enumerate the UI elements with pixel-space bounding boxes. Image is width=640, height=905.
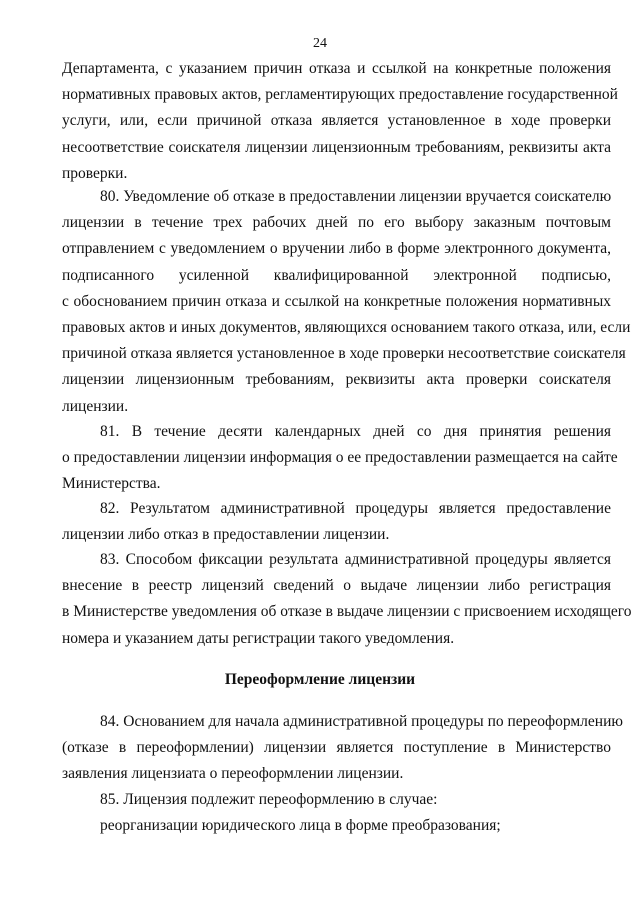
text-line: лицензии в течение трех рабочих дней по его выбору заказным почтовым	[62, 214, 611, 232]
text-line: лицензии.	[62, 397, 129, 415]
text-line: 82. Результатом административной процедуры является предоставление	[100, 500, 611, 517]
paragraph-84	[62, 709, 623, 788]
paragraph-continuation	[62, 56, 618, 187]
text-line: услуги, или, если причиной отказа является установленное в ходе проверки	[62, 112, 611, 130]
text-line: несоответствие соискателя лицензии лицензионным требованиям, реквизиты акта	[62, 138, 611, 156]
paragraph-83	[62, 547, 632, 652]
text-line: причиной отказа является установленное в ходе проверки несоответствие соискателя	[62, 345, 626, 363]
text-line: подписанного усиленной квалифицированной электронной подписью,	[62, 266, 611, 284]
text-line: проверки.	[62, 164, 128, 182]
text-line: реорганизации юридического лица в форме преобразования;	[100, 817, 501, 834]
text-line: (отказе в переоформлении) лицензии является поступление в Министерство	[62, 739, 611, 757]
text-line: внесение в реестр лицензий сведений о выдаче лицензии либо регистрация	[62, 577, 611, 595]
text-line: 81. В течение десяти календарных дней со дня принятия решения	[100, 423, 611, 440]
paragraph-80	[62, 184, 631, 420]
text-line: 85. Лицензия подлежит переоформлению в случае:	[100, 791, 438, 808]
text-line: 80. Уведомление об отказе в предоставлении лицензии вручается соискателю	[100, 188, 612, 205]
text-line: лицензии лицензионным требованиям, реквизиты акта проверки соискателя	[62, 371, 611, 389]
text-line: с обоснованием причин отказа и ссылкой на конкретные положения нормативных	[62, 292, 611, 310]
text-line: Департамента, с указанием причин отказа и ссылкой на конкретные положения	[62, 60, 611, 77]
paragraph-81	[62, 419, 618, 498]
text-line: заявления лицензиата о переоформлении лицензии.	[62, 765, 404, 783]
paragraph-85	[62, 787, 611, 813]
paragraph-82	[62, 496, 611, 548]
text-line: отправлением с уведомлением о вручении либо в форме электронного документа,	[62, 240, 611, 258]
text-line: нормативных правовых актов, регламентирующих предоставление государственной	[62, 86, 618, 104]
text-line: в Министерстве уведомления об отказе в выдаче лицензии с присвоением исходящего	[62, 603, 632, 621]
text-line: 83. Способом фиксации результата административной процедуры является	[100, 551, 611, 568]
text-line: 84. Основанием для начала административной процедуры по переоформлению	[100, 713, 623, 730]
section-heading: Переоформление лицензии	[224, 671, 416, 688]
text-line: о предоставлении лицензии информация о ее предоставлении размещается на сайте	[62, 449, 618, 467]
text-line: лицензии либо отказ в предоставлении лицензии.	[62, 526, 390, 544]
list-item-reorganization	[62, 813, 611, 839]
page-number: 24	[313, 36, 327, 51]
text-line: Министерства.	[62, 475, 161, 493]
text-line: номера и указанием даты регистрации такого уведомления.	[62, 629, 455, 647]
text-line: правовых актов и иных документов, являющихся основанием такого отказа, или, если	[62, 318, 631, 336]
